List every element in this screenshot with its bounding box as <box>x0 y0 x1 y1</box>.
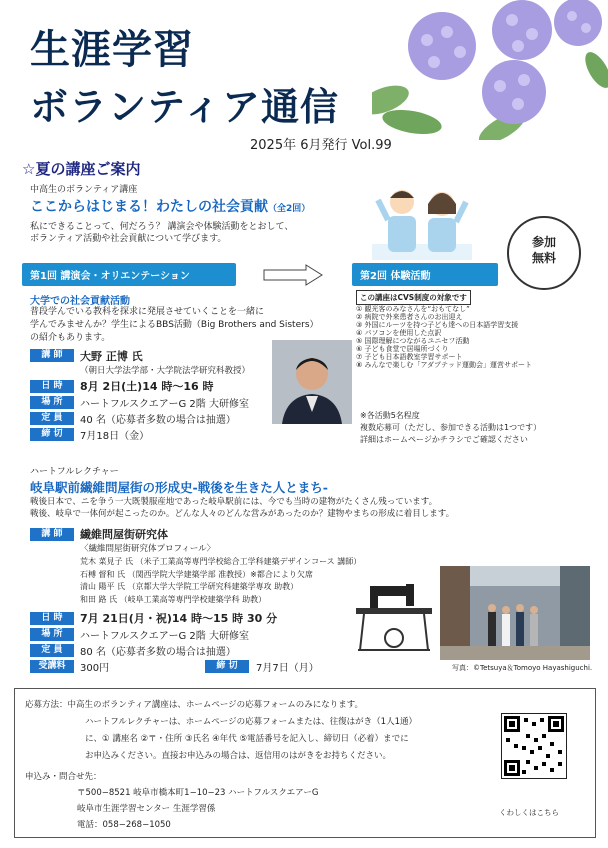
activities-note: 詳細はホームページかチラシでご確認ください <box>360 435 528 444</box>
capacity-label: 定 員 <box>30 412 74 425</box>
street-scene-icon <box>440 566 590 660</box>
date-label: 日 時 <box>30 380 74 393</box>
lecture1-place: ハートフルスクエアーG 2階 大研修室 <box>80 399 249 410</box>
lecture1-title-suffix: （全2回） <box>268 204 311 214</box>
lecture2-deadline: 7月7日（月） <box>256 663 319 674</box>
qr-code[interactable] <box>501 713 567 779</box>
lecture2-desc-line: 戦後、岐阜で一体何が起こったのか。どんな人々のどんな営みがあったのか？建物やまちの形成に着目します。 <box>30 509 455 519</box>
topic-desc-line: 普段学んでいる教科を探求に発展させていくことを一緒に <box>30 307 265 317</box>
speaker-portrait-icon <box>272 340 352 424</box>
free-badge <box>507 216 581 290</box>
method-line: お申込みください。直接お申込みの場合は、返信用のはがきをお持ちください。 <box>85 751 392 761</box>
lecture2-capacity: 80 名（応募者多数の場合は抽選） <box>80 647 236 658</box>
fee-label: 受講料 <box>30 660 74 673</box>
method-line: ハートフルレクチャーは、ホームページの応募フォームまたは、往復はがき（1人1通） <box>85 717 417 727</box>
lecture2-desc-line: 戦後日本で、ニを争う一大既製服産地であった岐阜駅前には、今でも当時の建物がたくさん残っています。 <box>30 497 438 507</box>
lecture1-capacity: 40 名（応募者多数の場合は抽選） <box>80 415 236 426</box>
lecture1-desc-line: 私にできることって、何だろう？ 講演会や体験活動をとおして、 <box>30 222 294 232</box>
lecture2-title: 岐阜駅前繊維問屋街の形成史-戦後を生きた人とまち- <box>30 480 328 495</box>
lecture1-topic: 大学での社会貢献活動 <box>30 296 130 307</box>
deadline-label: 締 切 <box>30 428 74 441</box>
speaker-photo <box>272 340 352 424</box>
member-item: 荒木 菜見子 氏 （米子工業高等専門学校総合工学科建築デザインコース 講師） <box>80 557 362 566</box>
capacity-label: 定 員 <box>30 644 74 657</box>
member-item: 和田 路 氏 （岐阜工業高等専門学校建築学科 助教） <box>80 594 267 604</box>
lecture2-description <box>30 496 590 520</box>
street-photo <box>440 566 590 660</box>
qr-caption: くわしくはこちら <box>499 808 559 817</box>
method-line: に、① 講座名 ②〒・住所 ③氏名 ④年代 ⑤電話番号を記入し、締切日（必着）までに <box>85 734 409 744</box>
lecture2-category: ハートフルレクチャー <box>30 467 119 477</box>
hydrangea-illustration <box>372 0 608 140</box>
method-line: 応募方法：中高生のボランティア講座は、ホームページの応募フォームのみになります。 <box>25 700 364 710</box>
newsletter-title-line1: 生涯学習 <box>30 27 194 73</box>
issue-info: 2025年 6月発行 Vol.99 <box>250 138 392 153</box>
activity-item: ③ 外国にルーツを持つ子ども達への日本語学習支援 <box>356 321 519 329</box>
activity-item: ① 観光客のみなさんを“おもてなし” <box>356 305 470 313</box>
lecture2-speaker: 繊維問屋街研究体 <box>80 528 168 541</box>
place-label: 場 所 <box>30 628 74 641</box>
contact-org: 岐阜市生涯学習センター 生涯学習係 <box>77 804 216 814</box>
activity-item: ⑧ みんなで楽しむ「アダプテッド運動会」運営サポート <box>356 361 533 369</box>
lecture1-deadline: 7月18日（金） <box>80 431 150 442</box>
lecture2-profile-head: 〈繊維問屋街研究体プロフィール〉 <box>80 544 216 554</box>
session1-heading: 第1回 講演会・オリエンテーション <box>22 263 236 286</box>
lecture2-date: 7月 21日(月・祝)14 時～15 時 30 分 <box>80 612 278 625</box>
badge-line2: 無料 <box>531 251 556 265</box>
activities-note: 複数応募可（ただし、参加できる活動は1つです） <box>360 423 542 432</box>
students-illustration <box>368 180 476 260</box>
activities-list <box>356 305 590 369</box>
place-label: 場 所 <box>30 396 74 409</box>
deadline-label: 締 切 <box>205 660 249 673</box>
activity-item: ⑥ 子ども食堂で居場所づくり <box>356 345 449 353</box>
activity-item: ⑦ 子ども日本語教室学習サポート <box>356 353 463 361</box>
lecture1-description <box>30 221 293 245</box>
lecture1-date: 8月 2日(土)14 時～16 時 <box>80 380 214 393</box>
activity-item: ② 病院で外来患者さんのお出迎え <box>356 313 463 321</box>
lecture1-speaker-affil: （朝日大学法学部・大学院法学研究科教授） <box>80 366 251 376</box>
contact-info <box>25 769 318 833</box>
arrow-right-icon <box>262 264 324 286</box>
session2-heading: 第2回 体験活動 <box>352 263 498 286</box>
lecture2-fee: 300円 <box>80 663 110 674</box>
speaker-label: 講 師 <box>30 349 74 362</box>
lecture1-category: 中高生のボランティア講座 <box>30 185 138 195</box>
badge-line1: 参加 <box>531 235 556 249</box>
lecture1-title-text: ここからはじまる！わたしの社会貢献 <box>30 199 268 215</box>
contact-address: 〒500−8521 岐阜市橋本町1−10−23 ハートフルスクエアーG <box>77 788 319 798</box>
application-info-box <box>14 688 596 838</box>
member-item: 清山 陽平 氏 （京都大学大学院工学研究科建築学専攻 助教） <box>80 582 299 591</box>
activity-item: ④ パソコンを使用した点訳 <box>356 329 442 337</box>
speaker-label: 講 師 <box>30 528 74 541</box>
newsletter-title-line2: ボランティア通信 <box>30 85 339 129</box>
activities-notes <box>360 410 541 446</box>
photo-credit: 写真：©Tetsuya＆Tomoyo Hayashiguchi. <box>452 664 593 672</box>
activities-note: ※各活動5名程度 <box>360 411 420 420</box>
application-method <box>25 697 495 765</box>
member-item: 石榑 督和 氏 （関西学院大学建築学部 准教授）※都合により欠席 <box>80 569 313 579</box>
contact-tel: 電話：058−268−1050 <box>77 820 171 830</box>
lecture1-desc-line: ボランティア活動や社会貢献について学びます。 <box>30 234 227 244</box>
lecture1-title <box>30 196 310 216</box>
sewing-machine-illustration <box>350 572 438 654</box>
contact-heading: 申込み・問合せ先： <box>25 772 102 782</box>
lecture1-speaker: 大野 正博 氏 <box>80 350 143 363</box>
lecture2-place: ハートフルスクエアーG 2階 大研修室 <box>80 631 249 642</box>
activity-item: ⑤ 国際理解につながるユニセフ活動 <box>356 337 470 345</box>
topic-desc-line: の紹介もあります。 <box>30 333 111 343</box>
cvs-note: この講座はCVS制度の対象です <box>356 290 471 305</box>
topic-desc-line: 学んでみませんか？学生によるBBS活動（Big Brothers and Sisters） <box>30 320 319 330</box>
section-heading: ☆夏の講座ご案内 <box>22 160 141 178</box>
date-label: 日 時 <box>30 612 74 625</box>
qr-code-icon <box>502 714 566 778</box>
